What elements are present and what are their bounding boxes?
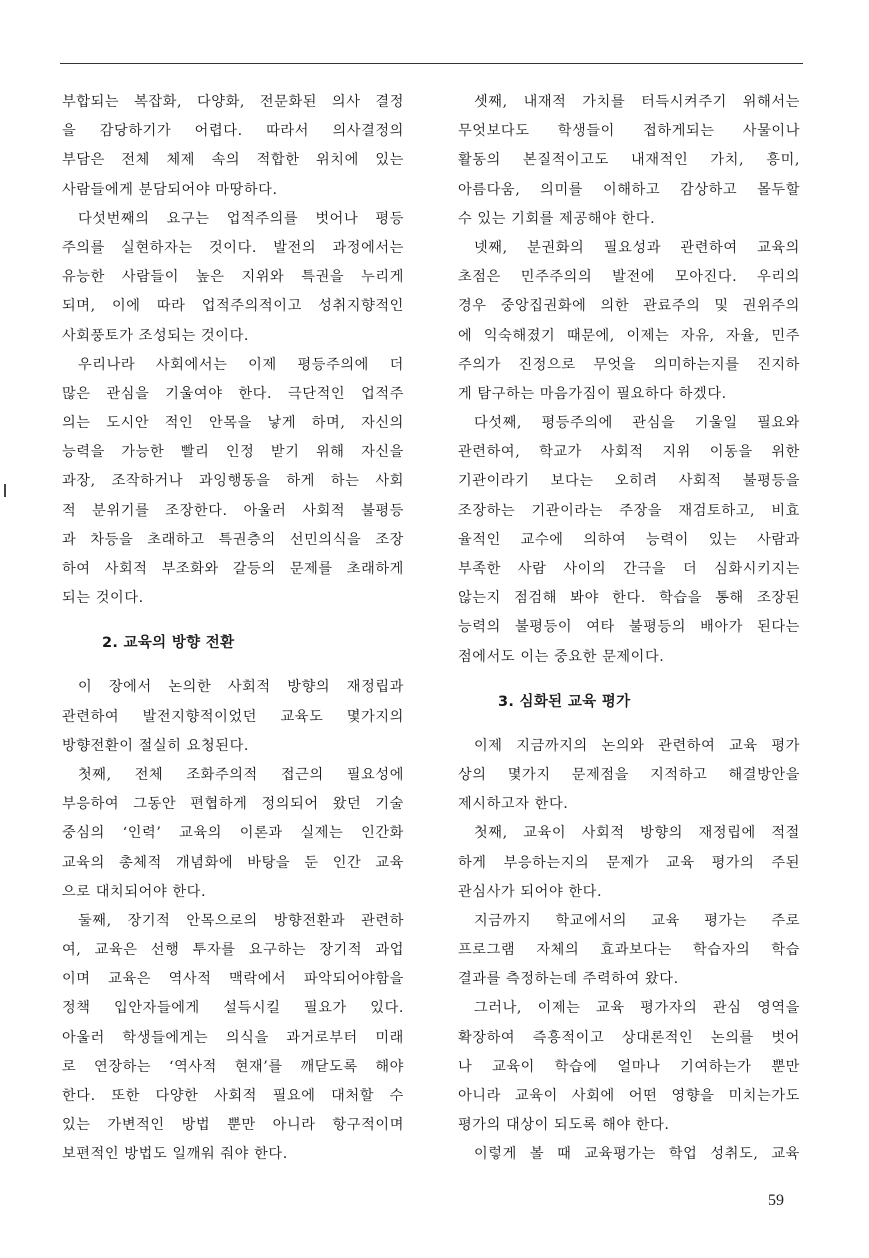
text-line: 능력의 불평등이 여타 불평등의 배아가 된다는 (458, 619, 800, 636)
section-heading-2: 2. 교육의 방향 전환 (102, 635, 235, 652)
text-line: 로 연장하는 ‘역사적 현재’를 깨닫도록 해야 (62, 1058, 404, 1075)
left-paragraphs-before-heading (62, 88, 404, 613)
text-line: 유능한 사람들이 높은 지위와 특권을 누리게 (62, 269, 404, 286)
text-line: 우리나라 사회에서는 이제 평등주의에 더 (78, 356, 404, 373)
text-line: 않는지 점검해 봐야 한다. 학습을 통해 조장된 (458, 590, 800, 607)
text-line: 적 분위기를 조장한다. 아울러 사회적 불평등 (62, 502, 404, 519)
spacer (62, 613, 404, 625)
text-line: 셋째, 내재적 가치를 터득시켜주기 위해서는 (474, 94, 800, 110)
text-line: 상의 몇가지 문제점을 지적하고 해결방안을 (458, 766, 800, 783)
spacer (62, 661, 404, 673)
text-line: 나 교육이 학습에 얼마나 기여하는가 뿐만 (458, 1058, 800, 1075)
text-line: 그러나, 이제는 교육 평가자의 관심 영역을 (474, 1000, 800, 1017)
text-line: 한다. 또한 다양한 사회적 필요에 대처할 수 (62, 1088, 404, 1104)
text-line: 다섯번째의 요구는 업적주의를 벗어나 평등 (78, 210, 404, 227)
text-line: 많은 관심을 기울여야 한다. 극단적인 업적주 (62, 385, 404, 402)
text-line: 이제 지금까지의 논의와 관련하여 교육 평가 (474, 737, 800, 754)
text-line: 점에서도 이는 중요한 문제이다. (458, 648, 665, 665)
text-line: 과 차등을 초래하고 특권층의 선민의식을 조장 (62, 531, 404, 548)
text-line: 을 감당하기가 어렵다. 따라서 의사결정의 (62, 123, 404, 140)
text-line: 조장하는 기관이라는 주장을 재검토하고, 비효 (458, 502, 800, 519)
text-line: 지금까지 학교에서의 교육 평가는 주로 (474, 912, 800, 929)
text-line: 이며 교육은 역사적 맥락에서 파악되어야함을 (62, 971, 404, 988)
text-line: 아울러 학생들에게는 의식을 과거로부터 미래 (62, 1029, 404, 1046)
page-number: 59 (768, 1192, 784, 1209)
left-paragraphs-after-heading (62, 673, 404, 1169)
text-line: 첫째, 교육이 사회적 방향의 재정립에 적절 (474, 825, 800, 842)
text-line: 되며, 이에 따라 업적주의적이고 성취지향적인 (62, 298, 404, 315)
text-line: 관심사가 되어야 한다. (458, 883, 603, 900)
text-line: 결과를 측정하는데 주력하여 왔다. (458, 971, 679, 988)
spacer (458, 672, 800, 684)
spacer (458, 720, 800, 732)
text-line: 아름다움, 의미를 이해하고 감상하고 몰두할 (458, 181, 800, 198)
text-line: 여, 교육은 선행 투자를 요구하는 장기적 과업 (62, 942, 404, 959)
text-line: 부담은 전체 체제 속의 적합한 위치에 있는 (62, 152, 404, 169)
text-line: 프로그램 자체의 효과보다는 학습자의 학습 (458, 942, 800, 959)
right-paragraphs-before-heading (458, 88, 800, 672)
text-line: 관련하여, 학교가 사회적 지위 이동을 위한 (458, 444, 800, 461)
text-line: 으로 대치되어야 한다. (62, 883, 207, 900)
text-line: 있는 가변적인 방법 뿐만 아니라 항구적이며 (62, 1117, 404, 1134)
text-line: 확장하여 즉흥적이고 상대론적인 논의를 벗어 (458, 1029, 800, 1046)
text-line: 중심의 ‘인력’ 교육의 이론과 실제는 인간화 (62, 825, 404, 842)
text-line: 하게 부응하는지의 문제가 교육 평가의 주된 (458, 854, 800, 871)
text-line: 방향전환이 절실히 요청된다. (62, 737, 249, 754)
left-column (62, 88, 404, 1170)
margin-mark (4, 484, 6, 497)
text-line: 하여 사회적 부조화와 갈등의 문제를 초래하게 (62, 561, 404, 577)
text-line: 기관이라기 보다는 오히려 사회적 불평등을 (458, 473, 800, 490)
text-line: 율적인 교수에 의하여 능력이 있는 사람과 (458, 531, 800, 548)
text-line: 무엇보다도 학생들이 접하게되는 사물이나 (458, 123, 800, 140)
right-column (458, 88, 800, 1170)
text-line: 활동의 본질적이고도 내재적인 가치, 흥미, (458, 152, 800, 169)
text-line: 교육의 총체적 개념화에 바탕을 둔 인간 교육 (62, 854, 404, 871)
text-line: 사람들에게 분담되어야 마땅하다. (62, 181, 278, 198)
text-line: 게 탐구하는 마음가짐이 필요하다 하겠다. (458, 385, 727, 402)
section-heading-3: 3. 심화된 교육 평가 (498, 693, 631, 710)
text-line: 에 익숙해졌기 때문에, 이제는 자유, 자율, 민주 (458, 327, 800, 344)
text-line: 부합되는 복잡화, 다양화, 전문화된 의사 결정 (62, 94, 404, 110)
right-paragraphs-after-heading (458, 732, 800, 1170)
text-line: 부족한 사람 사이의 간극을 더 심화시키지는 (458, 561, 800, 577)
text-line: 능력을 가능한 빨리 인정 받기 위해 자신을 (62, 444, 404, 461)
text-line: 의는 도시안 적인 안목을 낳게 하며, 자신의 (62, 415, 404, 432)
text-line: 이 장에서 논의한 사회적 방향의 재정립과 (78, 679, 404, 696)
text-line: 수 있는 기회를 제공해야 한다. (458, 210, 656, 227)
text-line: 이렇게 볼 때 교육평가는 학업 성취도, 교육 (474, 1146, 800, 1163)
text-line: 되는 것이다. (62, 590, 144, 607)
text-line: 넷째, 분권화의 필요성과 관련하여 교육의 (474, 239, 800, 256)
text-line: 사회풍토가 조성되는 것이다. (62, 327, 249, 344)
text-line: 부응하여 그동안 편협하게 정의되어 왔던 기술 (62, 796, 404, 813)
text-line: 정책 입안자들에게 설득시킬 필요가 있다. (62, 1000, 404, 1017)
text-line: 다섯째, 평등주의에 관심을 기울일 필요와 (474, 415, 800, 432)
text-line: 제시하고자 한다. (458, 796, 569, 813)
text-line: 평가의 대상이 되도록 해야 한다. (458, 1117, 670, 1134)
text-line: 주의가 진정으로 무엇을 의미하는지를 진지하 (458, 356, 800, 373)
text-line: 경우 중앙집권화에 의한 관료주의 및 권위주의 (458, 298, 800, 315)
text-line: 과장, 조작하거나 과잉행동을 하게 하는 사회 (62, 473, 404, 490)
text-line: 첫째, 전체 조화주의적 접근의 필요성에 (78, 766, 404, 783)
text-line: 관련하여 발전지향적이었던 교육도 몇가지의 (62, 708, 404, 725)
text-line: 보편적인 방법도 일깨워 줘야 한다. (62, 1146, 288, 1163)
header-rule (60, 63, 803, 64)
text-line: 둘째, 장기적 안목으로의 방향전환과 관련하 (78, 912, 404, 929)
text-line: 주의를 실현하자는 것이다. 발전의 과정에서는 (62, 239, 404, 256)
text-line: 초점은 민주주의의 발전에 모아진다. 우리의 (458, 269, 800, 286)
text-line: 아니라 교육이 사회에 어떤 영향을 미치는가도 (458, 1088, 800, 1104)
